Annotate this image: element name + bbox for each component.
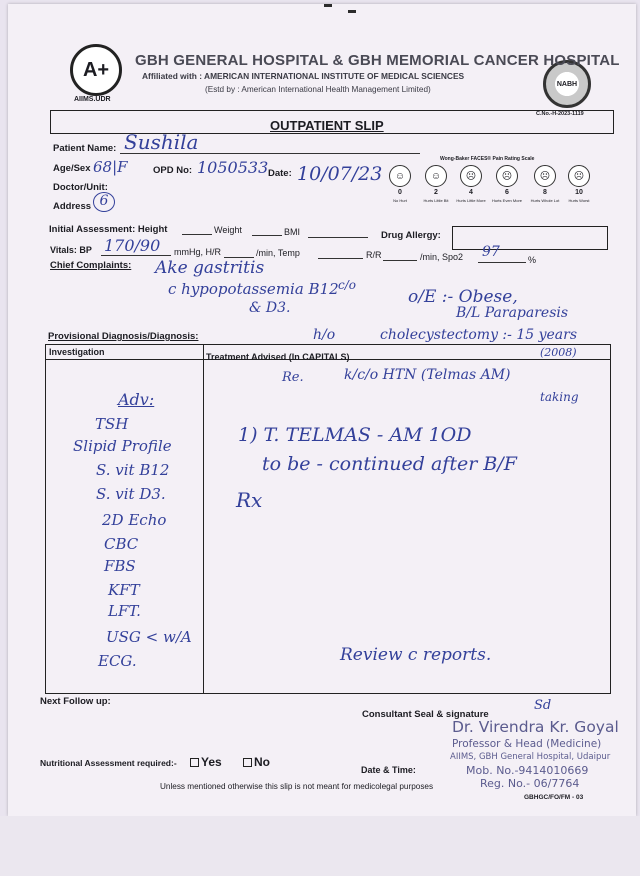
treatment-line-1: k/c/o HTN (Telmas AM) — [344, 367, 511, 383]
review-note: Review c reports. — [340, 645, 492, 665]
investigation-item: TSH — [95, 415, 129, 433]
pain-level-description: Hurts Even More — [491, 198, 522, 203]
investigation-item: S. vit D3. — [96, 485, 166, 503]
rx-mark: Rx — [236, 488, 263, 512]
treatment-header: Treatment Advised (In CAPITALS) — [206, 352, 350, 362]
initial-assessment-label: Initial Assessment: Height — [49, 224, 168, 235]
rr-label: R/R — [366, 250, 382, 260]
bmi-label: BMI — [284, 227, 301, 237]
temp-line — [318, 249, 363, 259]
mmhg-hr-label: mmHg, H/R — [174, 247, 221, 257]
pain-level-description: Hurts Worst — [568, 198, 590, 203]
chief-complaints-label: Chief Complaints: — [50, 260, 132, 271]
patient-name-value: Sushila — [124, 130, 199, 154]
pain-level-number: 6 — [505, 189, 509, 196]
nabh-logo: NABH — [543, 60, 591, 108]
vitals-bp-label: Vitals: BP — [50, 245, 92, 255]
opd-no-value: 1050533 — [197, 158, 269, 177]
treatment-line-2: 1) T. TELMAS - AM 1OD — [238, 424, 472, 446]
nutrition-no-option: No — [243, 755, 270, 769]
investigation-item: KFT — [108, 581, 140, 599]
table-divider — [203, 344, 204, 694]
investigation-item: Slipid Profile — [73, 437, 172, 455]
pain-face-icon: ☹ — [460, 165, 482, 187]
pain-level-number: 2 — [434, 189, 438, 196]
complaint-line-1: Ake gastritis — [155, 258, 265, 278]
treatment-head: Re. — [282, 370, 304, 385]
spo2-label: /min, Spo2 — [420, 252, 464, 262]
percent-label: % — [528, 255, 537, 265]
pain-face-icon: ☹ — [568, 165, 590, 187]
history-label: h/o — [313, 327, 336, 343]
doctor-unit-label: Doctor/Unit: — [53, 182, 108, 193]
address-label: Address — [53, 201, 92, 212]
spo2-value: 97 — [482, 244, 500, 260]
pain-face-icon: ☹ — [496, 165, 518, 187]
treatment-line-3: to be - continued after B/F — [262, 453, 517, 475]
disclaimer: Unless mentioned otherwise this slip is not meant for medicolegal purposes — [160, 782, 434, 791]
nutrition-yes-option: Yes — [190, 755, 222, 769]
consultant-seal-label: Consultant Seal & signature — [362, 709, 489, 720]
investigation-item: LFT. — [108, 602, 141, 620]
scan-mark — [348, 10, 356, 13]
pain-level-description: Hurts Little Bit — [423, 198, 449, 203]
examination-1: o/E :- Obese, — [408, 287, 518, 307]
investigation-item: 2D Echo — [102, 511, 167, 529]
weight-line — [252, 226, 282, 236]
pain-level-number: 10 — [575, 189, 583, 196]
stamp-hospital: AIIMS, GBH General Hospital, Udaipur — [450, 752, 611, 762]
history-year: (2008) — [540, 346, 577, 359]
yes-checkbox — [190, 758, 199, 767]
hr-line — [224, 248, 254, 258]
age-sex-value: 68|F — [93, 158, 128, 176]
history-value: cholecystectomy :- 15 years — [380, 327, 578, 343]
next-follow-up-label: Next Follow up: — [40, 696, 111, 707]
pain-level-number: 0 — [398, 189, 402, 196]
investigation-header: Investigation — [49, 347, 105, 357]
drug-allergy-label: Drug Allergy: — [381, 230, 441, 241]
bmi-line — [308, 228, 368, 238]
affiliation-text: Affiliated with : AMERICAN INTERNATIONAL INSTITUTE OF MEDICAL SCIENCES — [142, 71, 465, 81]
provisional-diagnosis-label: Provisional Diagnosis/Diagnosis: — [48, 331, 199, 342]
complaint-line-3: & D3. — [249, 300, 291, 316]
height-line — [182, 225, 212, 235]
form-code: GBHGC/FO/FM - 03 — [524, 794, 584, 801]
stamp-title: Professor & Head (Medicine) — [452, 738, 602, 750]
spo2-line — [478, 253, 526, 263]
pain-face-icon: ☺ — [389, 165, 411, 187]
stamp-registration: Reg. No.- 06/7764 — [480, 777, 580, 790]
certificate-number: C.No.-H-2023-1119 — [536, 111, 584, 117]
date-label: Date: — [268, 168, 292, 179]
pain-level-description: Hurts Little More — [456, 198, 486, 203]
slip-title: OUTPATIENT SLIP — [270, 118, 384, 133]
date-time-label: Date & Time: — [361, 765, 416, 775]
investigation-item: FBS — [104, 557, 136, 575]
pain-face-icon: ☺ — [425, 165, 447, 187]
stamp-mobile: Mob. No.-9414010669 — [466, 764, 589, 777]
established-text: (Estd by : American International Health Management Limited) — [205, 85, 431, 94]
drug-allergy-box — [452, 226, 608, 250]
pain-scale-title: Wong-Baker FACES® Pain Rating Scale — [440, 156, 535, 162]
age-sex-label: Age/Sex — [53, 163, 91, 174]
page-shadow-area — [0, 816, 640, 876]
pain-level-number: 4 — [469, 189, 473, 196]
investigation-item: CBC — [104, 535, 139, 553]
bp-line — [101, 246, 171, 256]
hospital-name: GBH GENERAL HOSPITAL & GBH MEMORIAL CANCER HOSPITAL — [135, 52, 620, 69]
pain-face-icon: ☹ — [534, 165, 556, 187]
bp-value: 170/90 — [104, 236, 161, 255]
pain-level-description: No Hurt — [393, 198, 407, 203]
rr-line — [383, 251, 417, 261]
weight-label: Weight — [214, 225, 242, 235]
investigation-item: S. vit B12 — [96, 461, 170, 479]
patient-name-label: Patient Name: — [53, 143, 117, 154]
aiims-logo: A+ — [70, 44, 122, 96]
complaint-co: c/o — [338, 278, 356, 292]
nutritional-assessment-label: Nutritional Assessment required:- — [40, 758, 177, 768]
date-value: 10/07/23 — [297, 163, 383, 185]
investigation-item: USG < w/A — [106, 628, 192, 646]
investigations-title: Adv: — [118, 390, 155, 409]
pain-level-description: Hurts Whole Lot — [530, 198, 560, 203]
treatment-line-1b: taking — [540, 390, 579, 404]
investigation-item: ECG. — [98, 652, 137, 670]
stamp-name: Dr. Virendra Kr. Goyal — [452, 718, 619, 736]
complaint-line-2: c hypopotassemia B12 — [168, 280, 339, 298]
temp-label: /min, Temp — [256, 248, 300, 258]
no-checkbox — [243, 758, 252, 767]
aiims-logo-caption: AIIMS.UDR — [74, 96, 111, 103]
pain-level-number: 8 — [543, 189, 547, 196]
doctor-unit-value: 6 — [93, 192, 115, 212]
examination-2: B/L Paraparesis — [456, 305, 569, 321]
scan-mark — [324, 4, 332, 7]
signature: Sd — [534, 698, 552, 713]
opd-no-label: OPD No: — [153, 165, 193, 176]
